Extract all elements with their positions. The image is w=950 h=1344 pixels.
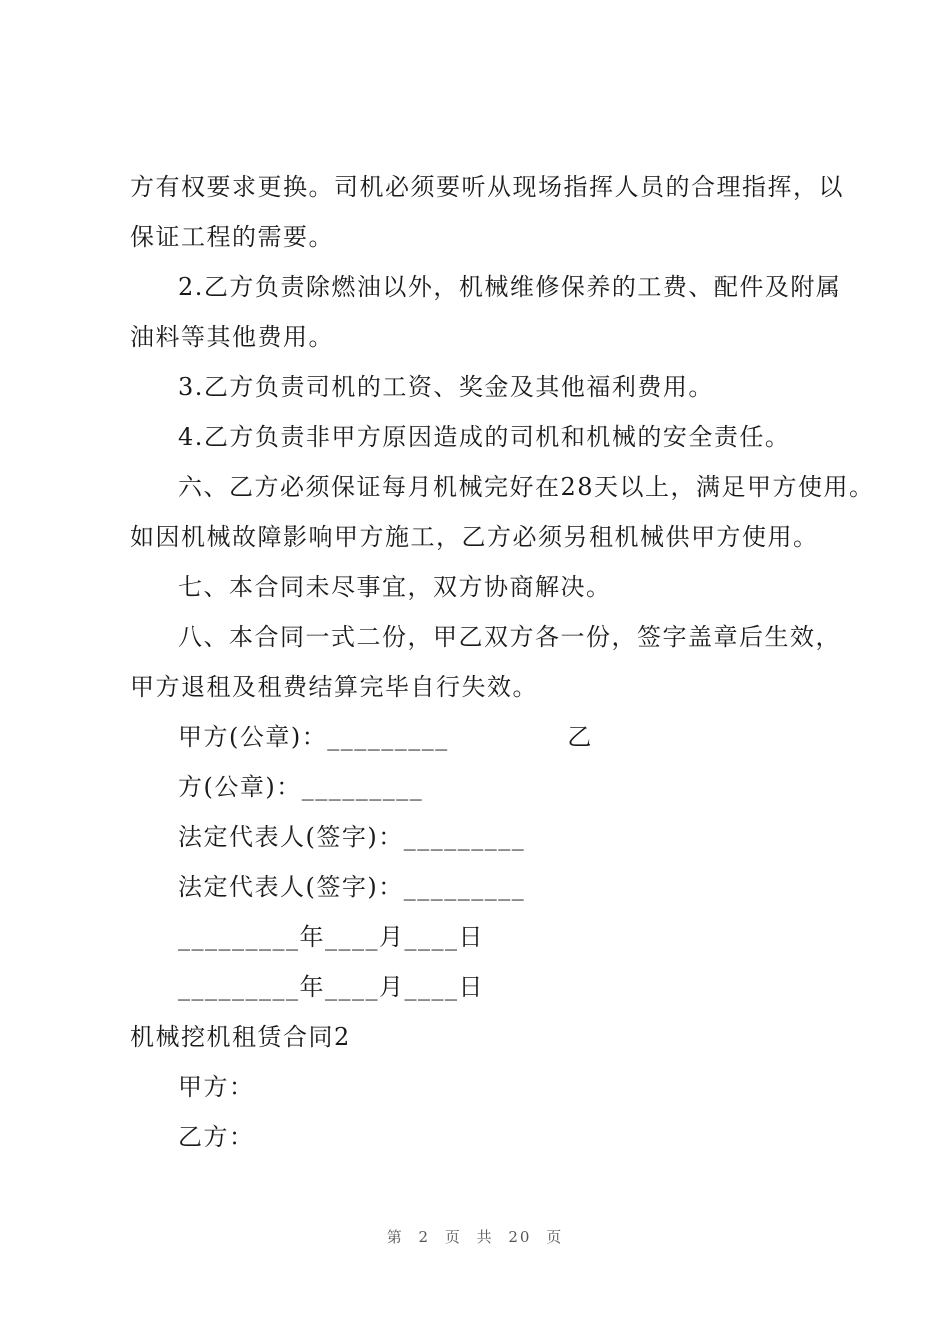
section-6-line-1: 六、乙方必须保证每月机械完好在28天以上，满足甲方使用。 [178, 473, 875, 501]
clause-4: 4.乙方负责非甲方原因造成的司机和机械的安全责任。 [178, 423, 791, 451]
legal-rep-signature-a: 法定代表人(签字)：_________ [178, 823, 526, 851]
party-b-seal-line: 方(公章)：_________ [178, 773, 424, 801]
date-line-b: _________年____月____日 [178, 973, 484, 1001]
clause-2-line-2: 油料等其他费用。 [130, 323, 334, 351]
date-line-a: _________年____月____日 [178, 923, 484, 951]
legal-rep-signature-b: 法定代表人(签字)：_________ [178, 873, 526, 901]
clause-2-line-1: 2.乙方负责除燃油以外，机械维修保养的工费、配件及附属 [178, 273, 842, 301]
section-8-line-1: 八、本合同一式二份，甲乙双方各一份，签字盖章后生效， [178, 623, 841, 651]
section-8-line-2: 甲方退租及租费结算完毕自行失效。 [130, 673, 538, 701]
body-line-1: 方有权要求更换。司机必须要听从现场指挥人员的合理指挥，以 [130, 173, 844, 201]
contract-2-title: 机械挖机租赁合同2 [130, 1023, 351, 1051]
party-b-label: 乙方： [178, 1123, 255, 1151]
body-line-2: 保证工程的需要。 [130, 223, 334, 251]
page-number-footer: 第 2 页 共 20 页 [386, 1228, 564, 1246]
party-a-seal-line: 甲方(公章)：_________ 乙 [178, 723, 593, 751]
clause-3: 3.乙方负责司机的工资、奖金及其他福利费用。 [178, 373, 714, 401]
party-a-label: 甲方： [178, 1073, 255, 1101]
section-7: 七、本合同未尽事宜，双方协商解决。 [178, 573, 612, 601]
section-6-line-2: 如因机械故障影响甲方施工，乙方必须另租机械供甲方使用。 [130, 523, 819, 551]
